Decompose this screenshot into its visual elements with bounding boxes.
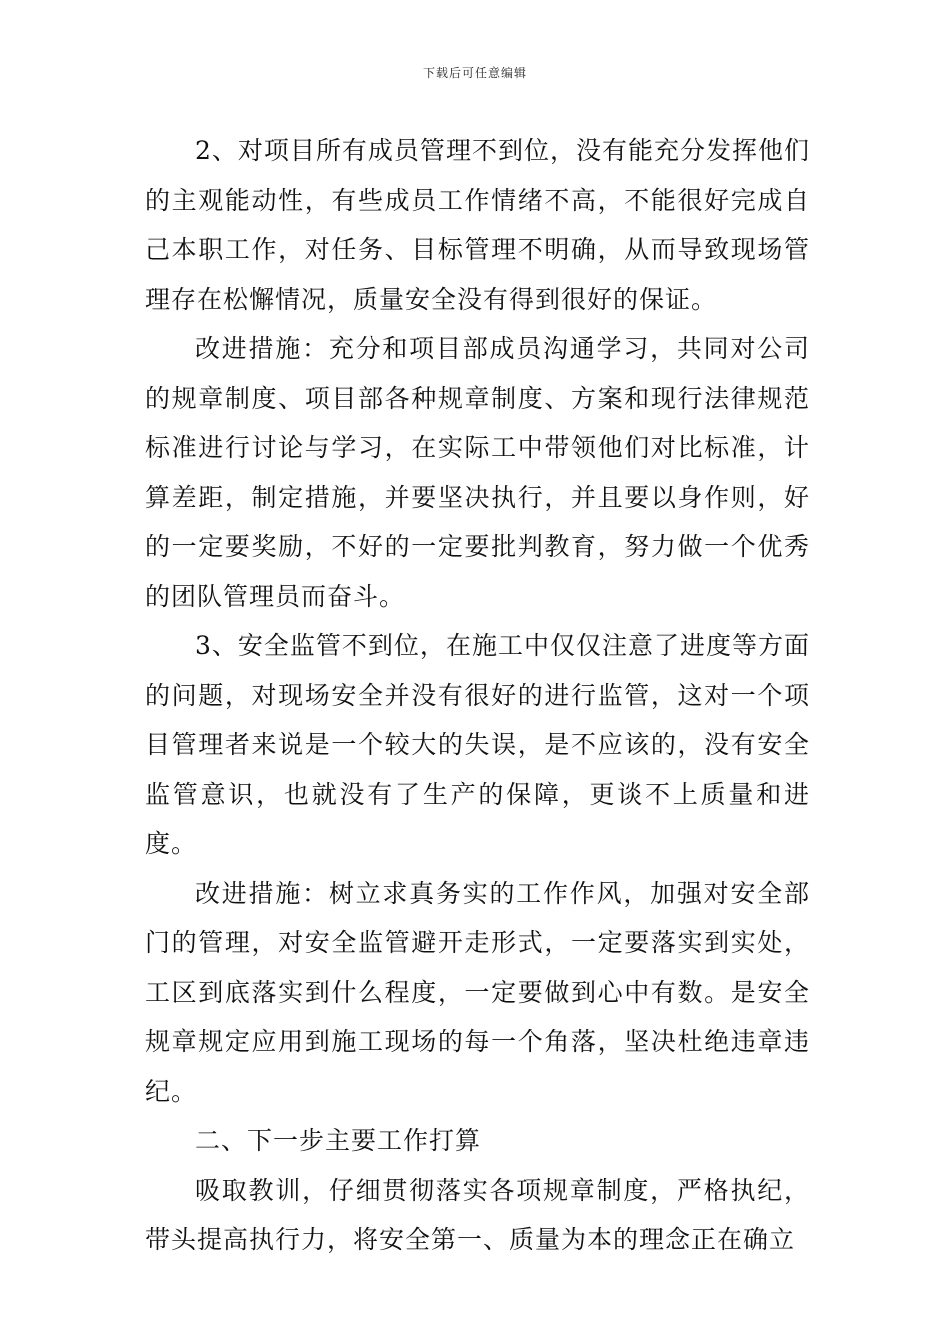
paragraph-next-steps: 吸取教训，仔细贯彻落实各项规章制度，严格执纪，带头提高执行力，将安全第一、质量为本的理念正在确立 [145, 1175, 810, 1254]
paragraph-issue-2: 2、对项目所有成员管理不到位，没有能充分发挥他们的主观能动性，有些成员工作情绪不高，不能很好完成自己本职工作，对任务、目标管理不明确，从而导致现场管理存在松懈情况，质量安全没有得到很好的保证。 [145, 136, 810, 314]
paragraph-improvement-1: 改进措施：充分和项目部成员沟通学习，共同对公司的规章制度、项目部各种规章制度、方案和现行法律规范标准进行讨论与学习，在实际工中带领他们对比标准，计算差距，制定措施，并要坚决执行，并且要以身作则，好的一定要奖励，不好的一定要批判教育，努力做一个优秀的团队管理员而奋斗。 [145, 334, 810, 611]
paragraph-issue-3: 3、安全监管不到位，在施工中仅仅注意了进度等方面的问题，对现场安全并没有很好的进行监管，这对一个项目管理者来说是一个较大的失误，是不应该的，没有安全监管意识，也就没有了生产的保障，更谈不上质量和进度。 [145, 631, 810, 858]
page-header: 下载后可任意编辑 [422, 66, 527, 80]
section-heading-next-steps: 二、下一步主要工作打算 [195, 1126, 482, 1155]
document-body [145, 126, 810, 1265]
paragraph-improvement-2: 改进措施：树立求真务实的工作作风，加强对安全部门的管理，对安全监管避开走形式，一定要落实到实处，工区到底落实到什么程度，一定要做到心中有数。是安全规章规定应用到施工现场的每一个角落，坚决杜绝违章违纪。 [145, 878, 810, 1106]
